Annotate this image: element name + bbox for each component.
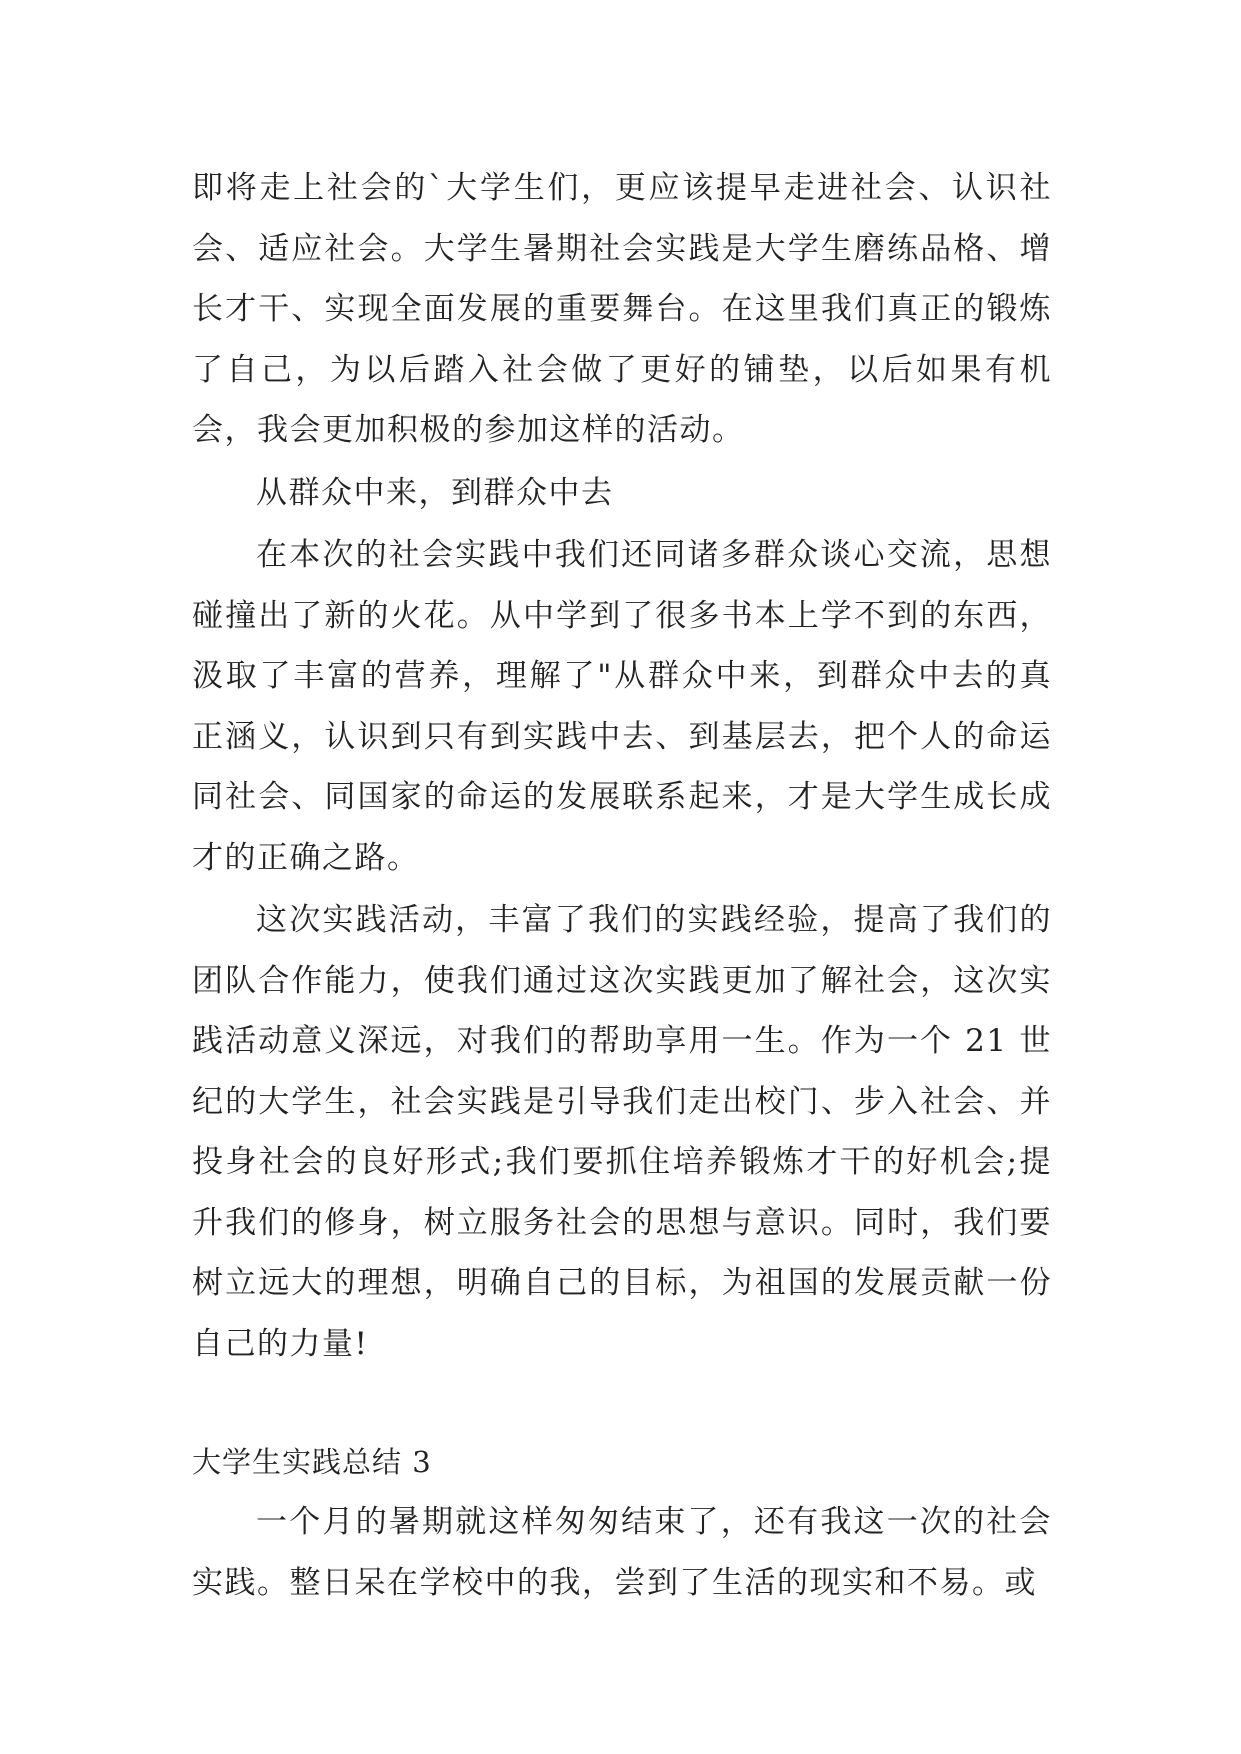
section-title: 大学生实践总结 3 (192, 1445, 432, 1479)
paragraph-continuation: 即将走上社会的`大学生们，更应该提早走进社会、认识社会、适应社会。大学生暑期社会实践是大学生磨练品格、增长才干、实现全面发展的重要舞台。在这里我们真正的锻炼了自己，为以后踏入社会做了更好的铺垫，以后如果有机会，我会更加积极的参加这样的活动。 (192, 170, 1052, 448)
paragraph: 在本次的社会实践中我们还同诸多群众谈心交流，思想碰撞出了新的火花。从中学到了很多书本上学不到的东西，汲取了丰富的营养，理解了"从群众中来，到群众中去的真正涵义，认识到只有到实践中去、到基层去，把个人的命运同社会、同国家的命运的发展联系起来，才是大学生成长成才的正确之路。 (192, 537, 1052, 876)
subheading: 从群众中来，到群众中去 (256, 474, 614, 511)
document-body (192, 158, 1052, 1613)
paragraph: 这次实践活动，丰富了我们的实践经验，提高了我们的团队合作能力，使我们通过这次实践更加了解社会，这次实践活动意义深远，对我们的帮助享用一生。作为一个 21 世纪的大学生，社会实践是引导我们走出校门、步入社会、并投身社会的良好形式;我们要抓住培养锻炼才干的好机会;提升我们的修身，树立服务社会的思想与意识。同时，我们要树立远大的理想，明确自己的目标，为祖国的发展贡献一份自己的力量! (192, 902, 1052, 1362)
paragraph: 一个月的暑期就这样匆匆结束了，还有我这一次的社会实践。整日呆在学校中的我，尝到了生活的现实和不易。或 (192, 1504, 1052, 1601)
